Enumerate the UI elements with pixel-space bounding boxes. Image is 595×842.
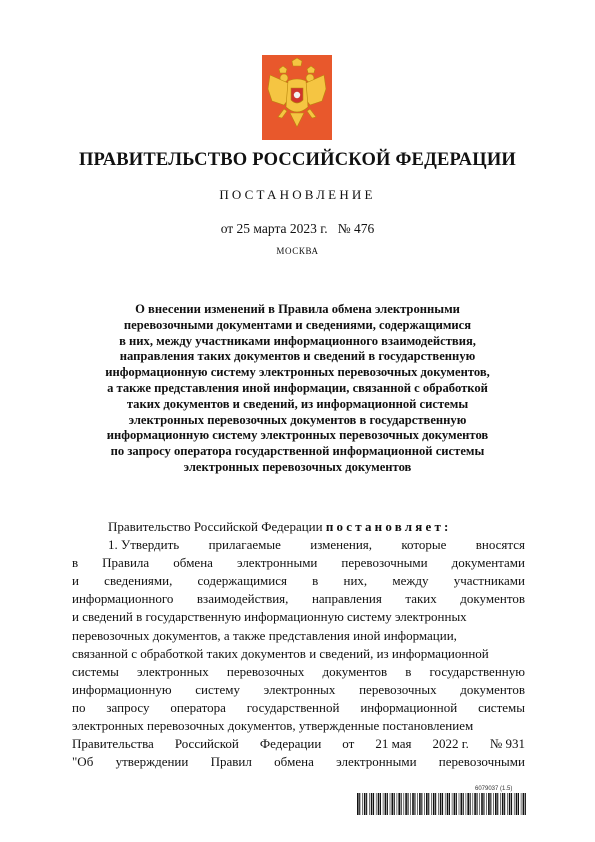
document-number: № 476 [337, 221, 375, 236]
body-word: электронных [137, 663, 209, 679]
body-word: связанной с обработкой таких документов и сведений, из информационной [72, 645, 489, 661]
document-title [70, 302, 525, 476]
body-word: в [312, 573, 319, 589]
body-word: сведениями, [104, 573, 173, 589]
body-line [72, 608, 525, 626]
body-word: утверждении [115, 754, 189, 770]
title-line: перевозочными документами и сведениями, содержащимися [123, 317, 472, 332]
body-word: Федерации [259, 736, 322, 752]
body-line [72, 572, 525, 590]
body-word: электронных [263, 681, 336, 697]
body-line [72, 753, 525, 771]
body-line [72, 681, 525, 699]
title-line: электронных перевозочных документов [183, 459, 412, 474]
intro-line [72, 518, 525, 536]
body-word: информационную [72, 681, 172, 697]
body-word: них, [343, 573, 368, 589]
title-line: в них, между участниками информационного взаимодействия, [119, 333, 476, 348]
body-word: 1. Утвердить [108, 537, 180, 553]
body-word: перевозочными [341, 555, 428, 571]
body-word: изменения, [310, 537, 373, 553]
body-word: взаимодействия, [196, 591, 289, 607]
body-word: Правила [102, 555, 150, 571]
body-word: информационного [72, 591, 174, 607]
body-word: таких [405, 591, 437, 607]
organization-title: ПРАВИТЕЛЬСТВО РОССИЙСКОЙ ФЕДЕРАЦИИ [78, 150, 517, 170]
body-word: по [72, 699, 86, 715]
body-word: от [342, 736, 355, 752]
intro-decree-word: постановляет: [325, 519, 452, 534]
body-word: государственной [246, 699, 340, 715]
document-code: 6079037 (1.5) [475, 786, 513, 792]
document-type: ПОСТАНОВЛЕНИЕ [219, 187, 376, 202]
body-word: перевозочных [359, 681, 437, 697]
body-word: обмена [173, 555, 213, 571]
title-line: таких документов и сведений, из информационной системы [126, 396, 469, 411]
body-line [72, 699, 525, 717]
title-line: а также представления иной информации, связанной с обработкой [107, 380, 488, 395]
body-word: государственную [429, 663, 525, 679]
body-word: перевозочных документов, а также представления иной информации, [72, 627, 457, 643]
body-line [72, 663, 525, 681]
body-line [72, 554, 525, 572]
document-body [72, 518, 525, 771]
title-line: электронных перевозочных документов в государственную [128, 412, 467, 427]
body-word: вносятся [475, 537, 525, 553]
title-line: по запросу оператора государственной информационной системы [110, 444, 485, 459]
body-word: документов [460, 591, 525, 607]
body-word: Правительства [72, 736, 154, 752]
body-word: запросу [106, 699, 150, 715]
body-word: документов [460, 681, 525, 697]
body-word: Правил [210, 754, 252, 770]
body-word: № 931 [489, 736, 525, 752]
body-word: между [392, 573, 429, 589]
body-word: перевозочными [438, 754, 525, 770]
body-word: и сведений в государственную информационную систему электронных [72, 609, 467, 625]
title-line: информационную систему электронных перевозочных документов [106, 428, 489, 443]
body-word: 21 мая [375, 736, 412, 752]
body-line [72, 645, 525, 663]
date-line [0, 221, 595, 237]
body-word: и [72, 573, 79, 589]
body-word: оператора [170, 699, 226, 715]
body-word: в [405, 663, 412, 679]
body-word: документами [451, 555, 525, 571]
russian-coat-of-arms-icon [262, 55, 332, 140]
body-word: прилагаемые [208, 537, 281, 553]
body-word: документов [322, 663, 388, 679]
body-word: направления [311, 591, 382, 607]
body-word: которые [401, 537, 447, 553]
body-word: перевозочных [226, 663, 305, 679]
barcode-icon [357, 793, 527, 815]
body-word: в [72, 555, 79, 571]
body-word: информационной [360, 699, 458, 715]
title-line: направления таких документов и сведений в государственную [119, 349, 476, 364]
intro-text: Правительство Российской Федерации [108, 519, 323, 534]
city: МОСКВА [276, 246, 319, 256]
body-word: электронными [336, 754, 417, 770]
body-word: содержащимися [197, 573, 287, 589]
body-word: системы [478, 699, 525, 715]
body-word: 2022 г. [432, 736, 469, 752]
body-word: Российской [174, 736, 239, 752]
title-line: О внесении изменений в Правила обмена электронными [135, 302, 460, 316]
body-line [72, 590, 525, 608]
body-word: системы [72, 663, 119, 679]
body-word: "Об [72, 754, 94, 770]
body-word: систему [195, 681, 240, 697]
document-date: от 25 марта 2023 г. [220, 221, 328, 236]
body-word: электронных перевозочных документов, утвержденные постановлением [72, 718, 474, 734]
body-line [72, 536, 525, 554]
body-line [72, 717, 525, 735]
title-line: информационную систему электронных перевозочных документов, [105, 365, 490, 380]
body-line [72, 627, 525, 645]
body-word: электронными [236, 555, 318, 571]
body-line [72, 735, 525, 753]
body-word: участниками [453, 573, 525, 589]
body-word: обмена [274, 754, 314, 770]
